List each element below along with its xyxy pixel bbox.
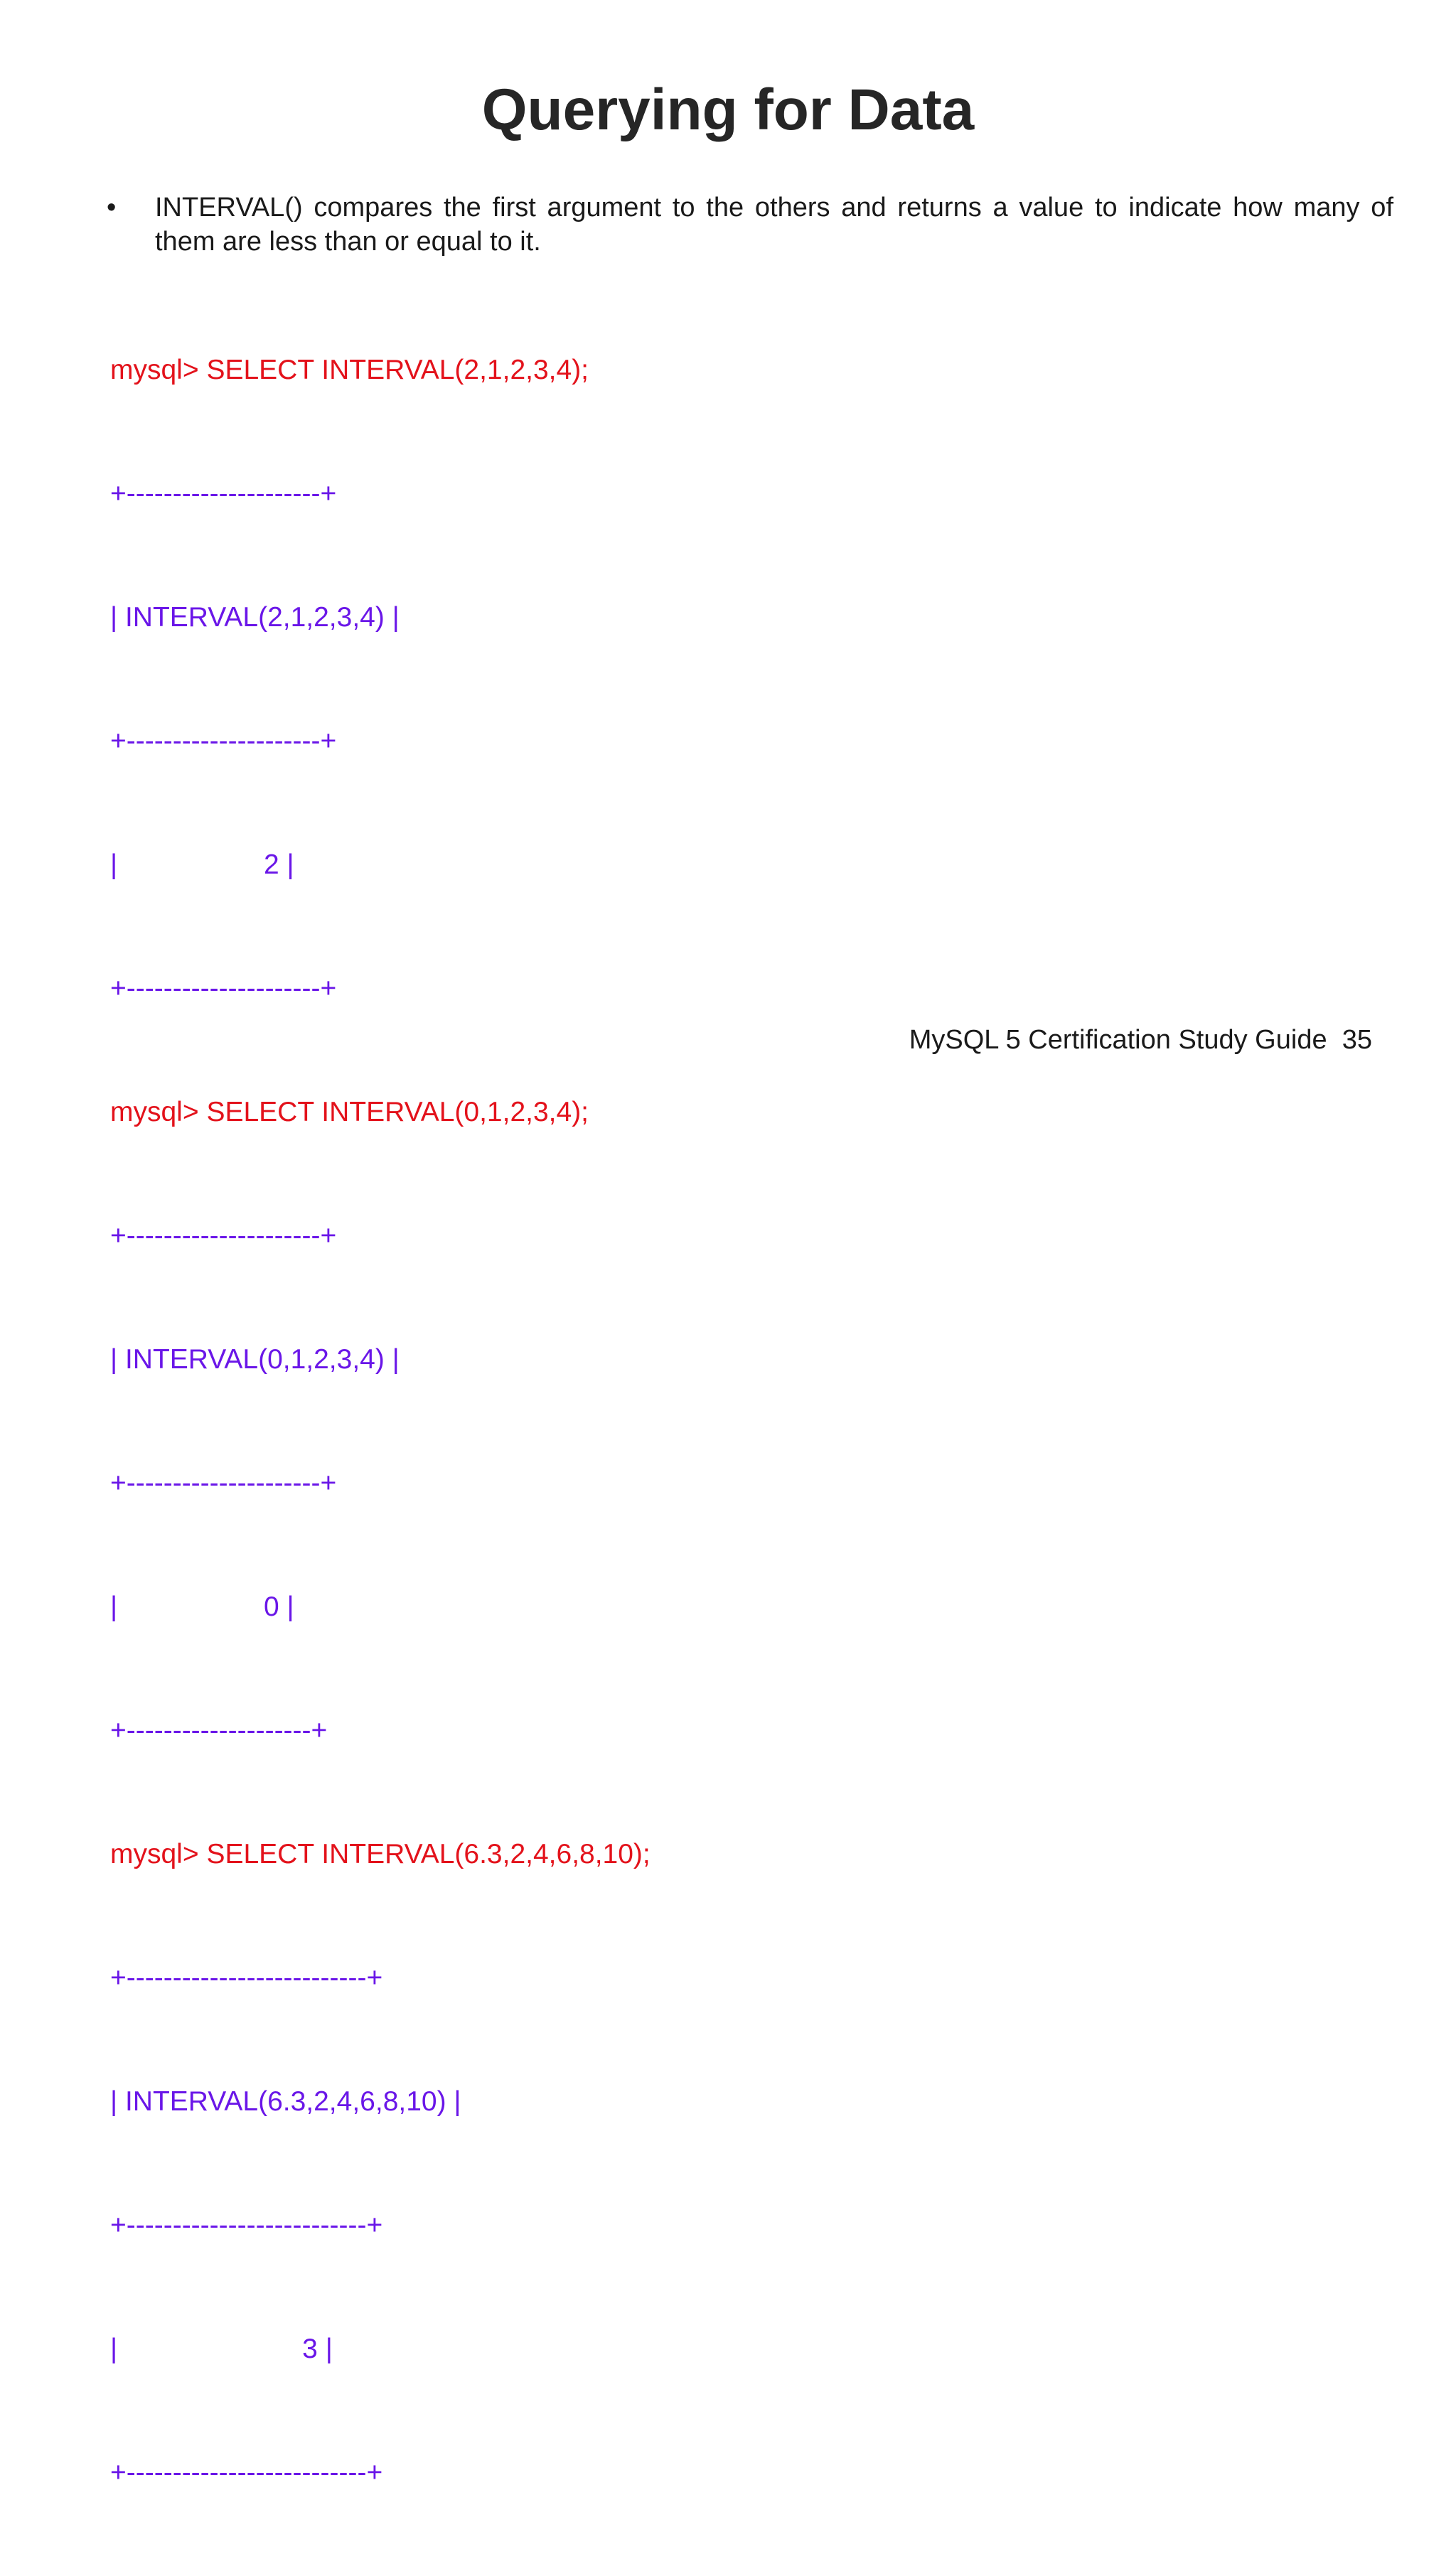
- bullet-item: [107, 190, 1393, 259]
- code-line: +---------------------+: [110, 1220, 337, 1251]
- code-line: mysql> SELECT INTERVAL(0,1,2,3,4);: [110, 1097, 589, 1127]
- code-line: +---------------------+: [110, 478, 337, 509]
- bullet-marker: •: [107, 193, 117, 222]
- code-line: | 0 |: [110, 1592, 294, 1622]
- slide-title: Querying for Data: [481, 77, 975, 142]
- code-line: | 3 |: [110, 2334, 333, 2364]
- code-line: mysql> SELECT INTERVAL(6.3,2,4,6,8,10);: [110, 1839, 651, 1869]
- code-line: +---------------------+: [110, 726, 337, 756]
- code-line: | INTERVAL(0,1,2,3,4) |: [110, 1344, 400, 1375]
- code-line: | 2 |: [110, 849, 294, 880]
- code-line: mysql> SELECT INTERVAL(2,1,2,3,4);: [110, 355, 589, 385]
- code-line: +--------------------------+: [110, 2210, 383, 2240]
- footer-guide-title: MySQL 5 Certification Study Guide: [909, 1025, 1327, 1055]
- code-line: +--------------------------+: [110, 2457, 383, 2488]
- code-line: +---------------------+: [110, 1468, 337, 1498]
- page-number: 35: [1342, 1025, 1372, 1055]
- bullet-text: INTERVAL() compares the first argument to the others and returns a value to indicate how many of them are less than or equal to it.: [155, 193, 1393, 257]
- code-line: +--------------------+: [110, 1715, 328, 1746]
- code-line: | INTERVAL(2,1,2,3,4) |: [110, 602, 400, 633]
- code-line: +---------------------+: [110, 973, 337, 1004]
- code-line: | INTERVAL(6.3,2,4,6,8,10) |: [110, 2086, 461, 2117]
- code-listing: [110, 267, 651, 2576]
- slide-footer: [909, 1025, 1372, 1056]
- code-line: +--------------------------+: [110, 1963, 383, 1993]
